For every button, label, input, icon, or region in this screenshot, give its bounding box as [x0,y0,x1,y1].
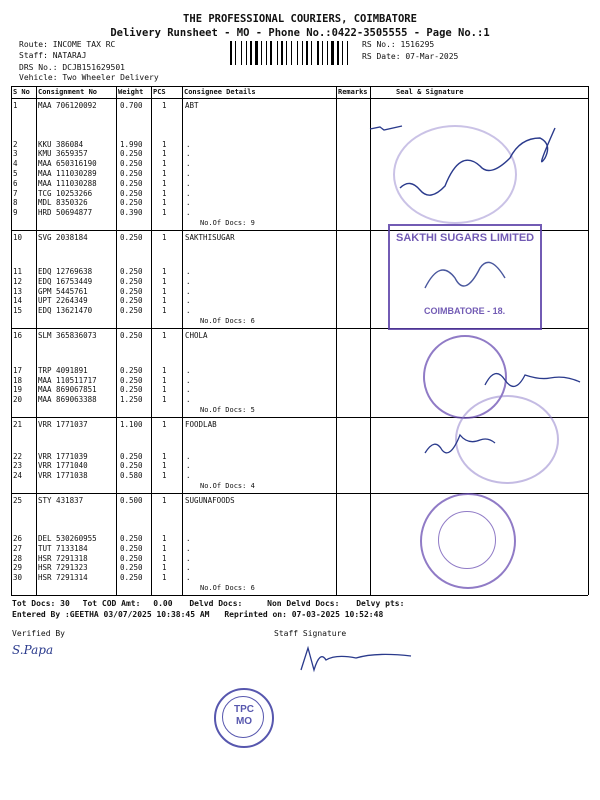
row-sno: 22 [13,451,23,461]
delvy-pts: Delvy pts: [356,599,405,608]
column-header: Weight [118,88,144,96]
entered-by: Entered By :GEETHA 03/07/2025 10:38:45 AM [12,610,210,619]
row-details: . [186,306,191,316]
row-details: . [186,208,191,218]
row-consignment-no: TRP 4091891 [38,365,88,375]
row-sno: 9 [13,208,18,218]
row-consignment-no: KKU 386084 [38,139,84,149]
footer-entry [12,610,383,619]
row-consignment-no: TUT 7133184 [38,543,88,553]
tpc-stamp-line2: MO [235,716,253,727]
row-weight: 0.250 [120,198,143,208]
row-sno: 25 [13,496,23,505]
row-details: . [186,375,191,385]
company-title: THE PROFESSIONAL COURIERS, COIMBATORE [183,13,417,25]
row-details: . [186,267,191,276]
row-sno: 12 [13,276,23,286]
row-sno: 23 [13,461,23,471]
barcode-bar [230,41,232,65]
row-pcs: 1 [162,420,167,429]
row-sno: 24 [13,471,23,481]
barcode-bar [266,41,267,65]
drs-label: DRS No.: DCJB151629501 [19,63,125,72]
table-column-divider [588,86,589,595]
row-weight: 0.250 [120,365,143,375]
table-column-divider [116,86,117,595]
docs-count: No.Of Docs: 9 [200,219,255,227]
row-consignment-no: HRD 50694877 [38,208,93,218]
row-details: . [186,286,191,296]
group-divider [11,595,588,596]
delvd-docs: Delvd Docs: [189,599,243,608]
row-pcs: 1 [162,267,167,276]
barcode-bar [347,41,348,65]
row-weight: 0.250 [120,233,143,242]
row-details: . [186,543,191,553]
row-pcs: 1 [162,233,167,242]
barcode-bar [291,41,292,65]
row-sno: 15 [13,306,23,316]
foodlab-signature [420,425,500,465]
row-consignment-no: SVG 2038184 [38,233,88,242]
row-consignment-no: EDQ 13621470 [38,306,93,316]
row-weight: 0.250 [120,461,143,471]
row-pcs: 1 [162,563,167,573]
tot-docs: Tot Docs: 30 [12,599,70,608]
row-sno: 10 [13,233,23,242]
row-consignment-no: MAA 111030289 [38,169,97,178]
docs-count: No.Of Docs: 5 [200,406,255,414]
row-sno: 13 [13,286,23,296]
row-details: . [186,178,191,188]
row-weight: 0.250 [120,306,143,316]
docs-count: No.Of Docs: 6 [200,584,255,592]
row-consignment-no: EDQ 16753449 [38,276,93,286]
stamp-city: COIMBATORE - 18. [424,306,506,316]
row-consignment-no: HSR 7291314 [38,573,88,583]
row-sno: 28 [13,553,23,563]
barcode-bar [281,41,283,65]
row-consignment-no: VRR 1771038 [38,471,88,481]
row-sno: 27 [13,543,23,553]
row-weight: 1.250 [120,395,143,405]
verified-by-label: Verified By [12,629,65,638]
barcode-bar [337,41,339,65]
row-details: . [186,534,191,543]
row-consignment-no: KMU 3659357 [38,149,88,159]
row-weight: 0.250 [120,451,143,461]
row-weight: 0.250 [120,276,143,286]
row-pcs: 1 [162,286,167,296]
row-consignment-no: HSR 7291318 [38,553,88,563]
row-details: . [186,573,191,583]
row-consignment-no: MAA 111030288 [38,178,97,188]
row-sno: 8 [13,198,18,208]
row-pcs: 1 [162,149,167,159]
row-sno: 26 [13,534,23,543]
row-pcs: 1 [162,296,167,306]
row-pcs: 1 [162,188,167,198]
row-sno: 30 [13,573,23,583]
consignee-name: FOODLAB [185,420,217,429]
row-weight: 0.250 [120,375,143,385]
barcode-bar [250,41,252,65]
sakthi-sugars-stamp [388,224,542,330]
column-header: PCS [153,88,166,96]
barcode [230,41,355,65]
row-details: . [186,296,191,306]
row-consignment-no: DEL 530260955 [38,534,97,543]
row-pcs: 1 [162,451,167,461]
row-pcs: 1 [162,471,167,481]
row-consignment-no: SLM 365836073 [38,331,97,340]
row-sno: 6 [13,178,18,188]
row-sno: 20 [13,395,23,405]
row-details: . [186,553,191,563]
row-consignment-no: MDL 8350326 [38,198,88,208]
barcode-bar [241,41,242,65]
row-weight: 0.700 [120,101,143,110]
row-details: . [186,471,191,481]
row-sno: 2 [13,139,18,149]
row-weight: 0.250 [120,149,143,159]
row-sno: 1 [13,101,18,110]
barcode-bar [246,41,247,65]
row-sno: 14 [13,296,23,306]
consignee-name: CHOLA [185,331,208,340]
staff-label: Staff: NATARAJ [19,51,87,60]
route-label: Route: INCOME TAX RC [19,40,116,49]
verifier-signature: S.Papa [12,643,54,657]
row-weight: 0.250 [120,286,143,296]
row-pcs: 1 [162,496,167,505]
row-pcs: 1 [162,461,167,471]
row-details: . [186,159,191,169]
rs-date: RS Date: 07-Mar-2025 [362,52,459,61]
row-sno: 19 [13,385,23,395]
column-header: Consignment No [38,88,98,96]
tpc-mo-stamp [214,688,274,748]
barcode-bar [277,41,278,65]
row-weight: 0.250 [120,267,143,276]
table-column-divider [36,86,37,595]
reprinted-on: Reprinted on: 07-03-2025 10:52:48 [224,610,384,619]
column-header: Remarks [338,88,368,96]
row-sno: 3 [13,149,18,159]
barcode-bar [306,41,308,65]
row-weight: 0.250 [120,178,143,188]
row-weight: 0.500 [120,496,143,505]
consignee-name: SAKTHISUGAR [185,233,235,242]
row-pcs: 1 [162,178,167,188]
row-weight: 0.250 [120,296,143,306]
row-pcs: 1 [162,208,167,218]
row-pcs: 1 [162,365,167,375]
barcode-bar [270,41,272,65]
row-consignment-no: EDQ 12769638 [38,267,93,276]
row-sno: 16 [13,331,23,340]
row-consignment-no: MAA 869063388 [38,395,97,405]
row-sno: 7 [13,188,18,198]
row-weight: 1.100 [120,420,143,429]
footer-totals [12,599,404,608]
row-pcs: 1 [162,553,167,563]
barcode-bar [331,41,334,65]
suguna-seal-inner [438,511,496,569]
barcode-bar [322,41,323,65]
row-details: . [186,198,191,208]
barcode-bar [255,41,258,65]
row-sno: 5 [13,169,18,178]
barcode-bar [342,41,343,65]
staff-signature-label: Staff Signature [274,629,347,638]
row-consignment-no: UPT 2264349 [38,296,88,306]
abt-signature [390,118,560,218]
row-pcs: 1 [162,198,167,208]
row-weight: 0.250 [120,385,143,395]
barcode-bar [261,41,262,65]
chola-signature [480,360,590,400]
row-weight: 0.250 [120,534,143,543]
staff-signature [296,640,416,680]
column-header: S No [13,88,30,96]
row-consignment-no: MAA 869067851 [38,385,97,395]
barcode-bar [297,41,298,65]
row-consignment-no: VRR 1771037 [38,420,88,429]
row-weight: 1.990 [120,139,143,149]
barcode-bar [317,41,319,65]
row-pcs: 1 [162,306,167,316]
row-details: . [186,169,191,178]
row-weight: 0.250 [120,563,143,573]
table-column-divider [182,86,183,595]
tot-cod-value: 0.00 [153,599,173,608]
row-details: . [186,385,191,395]
row-consignment-no: VRR 1771039 [38,451,88,461]
row-consignment-no: MAA 650316190 [38,159,97,169]
row-weight: 0.250 [120,331,143,340]
row-pcs: 1 [162,543,167,553]
row-pcs: 1 [162,573,167,583]
barcode-bar [311,41,312,65]
row-details: . [186,188,191,198]
row-weight: 0.250 [120,169,143,178]
row-consignment-no: MAA 110511717 [38,375,97,385]
row-weight: 0.250 [120,188,143,198]
column-header: Consignee Details [184,88,256,96]
row-details: . [186,139,191,149]
docs-count: No.Of Docs: 6 [200,317,255,325]
row-sno: 17 [13,365,23,375]
row-sno: 4 [13,159,18,169]
row-details: . [186,461,191,471]
row-consignment-no: GPM 5445761 [38,286,88,296]
tot-cod-label: Tot COD Amt: [82,599,141,608]
row-weight: 0.580 [120,471,143,481]
row-details: . [186,563,191,573]
row-consignment-no: STY 431837 [38,496,84,505]
stamp-company: SAKTHI SUGARS LIMITED [396,232,535,244]
table-column-divider [336,86,337,595]
table-top-border [11,86,588,87]
rs-number: RS No.: 1516295 [362,40,435,49]
barcode-bar [235,41,236,65]
barcode-bar [286,41,287,65]
table-header-border [11,98,588,99]
row-details: . [186,395,191,405]
barcode-bar [302,41,303,65]
row-pcs: 1 [162,139,167,149]
barcode-bar [327,41,328,65]
row-details: . [186,276,191,286]
row-pcs: 1 [162,385,167,395]
row-details: . [186,451,191,461]
row-pcs: 1 [162,331,167,340]
row-details: . [186,365,191,375]
row-pcs: 1 [162,395,167,405]
row-weight: 0.250 [120,543,143,553]
vehicle-label: Vehicle: Two Wheeler Delivery [19,73,159,82]
docs-count: No.Of Docs: 4 [200,482,255,490]
row-consignment-no: MAA 706120092 [38,101,97,110]
row-pcs: 1 [162,101,167,110]
row-sno: 29 [13,563,23,573]
table-column-divider [11,86,12,595]
row-pcs: 1 [162,276,167,286]
row-sno: 18 [13,375,23,385]
consignee-name: ABT [185,101,199,110]
row-weight: 0.250 [120,573,143,583]
row-pcs: 1 [162,534,167,543]
row-sno: 21 [13,420,23,429]
row-weight: 0.250 [120,159,143,169]
row-pcs: 1 [162,169,167,178]
table-column-divider [151,86,152,595]
runsheet-subtitle: Delivery Runsheet - MO - Phone No.:0422-3505555 - Page No.:1 [110,27,490,39]
row-sno: 11 [13,267,23,276]
tpc-stamp-line1: TPC [234,704,254,715]
group-divider [11,493,588,494]
row-consignment-no: TCG 10253266 [38,188,93,198]
row-pcs: 1 [162,159,167,169]
row-weight: 0.250 [120,553,143,563]
row-consignment-no: HSR 7291323 [38,563,88,573]
row-pcs: 1 [162,375,167,385]
consignee-name: SUGUNAFOODS [185,496,235,505]
row-weight: 0.390 [120,208,143,218]
table-column-divider [370,86,371,595]
row-details: . [186,149,191,159]
column-header: Seal & Signature [396,88,464,96]
non-delvd-docs: Non Delvd Docs: [267,599,340,608]
row-consignment-no: VRR 1771040 [38,461,88,471]
